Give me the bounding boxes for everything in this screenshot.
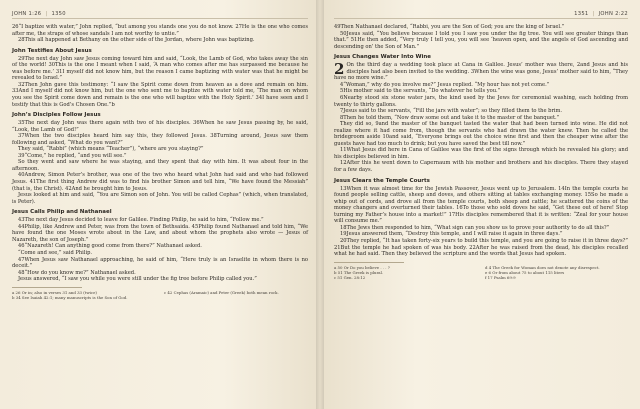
verse-paragraph: 26“I baptize with water,” John replied, “but among you stands one you do not know. 27He is the one who comes after me, the straps of whose sandals I am not worthy to untie.” (12, 24, 308, 37)
footnote: c 42 Cephas (Aramaic) and Peter (Greek) both mean rock. (164, 289, 279, 295)
verse-paragraph: 12After this he went down to Capernaum with his mother and brothers and his disciples. There they stayed for a few days. (334, 160, 628, 173)
right-footnote-rule (334, 262, 404, 263)
footnote: e 6 Or from about 75 to about 115 liters (485, 269, 565, 275)
verse-paragraph: 11What Jesus did here in Cana of Galilee was the first of the signs through which he revealed his glory; and his disciples believed in him. (334, 147, 628, 160)
verse-paragraph: 13When it was almost time for the Jewish Passover, Jesus went up to Jerusalem. 14In the temple courts he found people selling cattle, sheep and doves, and others sitting at tables exchanging money. 15So he made a whip out of cords, and drove all from the temple courts, both sheep and cattle; he scattered the coins of the money changers and overturned their tables. 16To those who sold doves he said, “Get these out of here! Stop turning my Father’s house into a market!” 17His disciples remembered that it is written: “Zeal for your house will consume me.” (334, 185, 628, 225)
verse-paragraph: 32Then John gave this testimony: “I saw the Spirit come down from heaven as a dove and remain on him. 33And I myself did not know him, but the one who sent me to baptize with water told me, ‘The man on whom you see the Spirit come down and remain is the one who will baptize with the Holy Spirit.’ 34I have seen and I testify that this is God’s Chosen One.”b (12, 81, 308, 108)
verse-paragraph: 40Andrew, Simon Peter’s brother, was one of the two who heard what John had said and who had followed Jesus. 41The first thing Andrew did was to find his brother Simon and tell him, “We have found the Messiah” (that is, the Christ). 42And he brought him to Jesus. (12, 172, 308, 192)
verse-paragraph: 18The Jews then responded to him, “What sign can you show us to prove your authority to do all this?” (340, 224, 610, 231)
verse-paragraph: 4“Woman,” why do you involve me?” Jesus replied. “My hour has not yet come.” (340, 81, 550, 88)
verse-paragraph: 19Jesus answered them, “Destroy this temple, and I will raise it again in three days.” (340, 231, 563, 238)
verse-paragraph: 8Then he told them, “Now draw some out and take it to the master of the banquet.” (340, 114, 560, 121)
verse-paragraph: 37When the two disciples heard him say this, they followed Jesus. 38Turning around, Jesus saw them following and asked, “What do you want?” (12, 133, 308, 146)
section-heading: Jesus Changes Water Into Wine (334, 54, 432, 61)
verse-paragraph: 50Jesus said, “You believe because I told you I saw you under the fig tree. You will see greater things than that.” 51He then added, “Very truly I tell you, you will see ‘heaven open, and the angels of God ascending and descending on’ the Son of Man.” (334, 30, 628, 50)
left-header-reference: JOHN 1:26 (12, 10, 42, 17)
footnote: d 4 The Greek for Woman does not denote any disrespect. (485, 264, 600, 270)
footnote: a 50 Or Do you believe . . . ? (334, 264, 390, 270)
verse-paragraph: “Come and see,” said Philip. (18, 250, 93, 256)
verse-paragraph: 5His mother said to the servants, “Do whatever he tells you.” (340, 88, 501, 95)
left-running-header (12, 9, 308, 19)
verse-paragraph: Jesus looked at him and said, “You are Simon son of John. You will be called Cephas” (which, when translated, is Peter). (12, 192, 308, 205)
footnote: c 51 Gen. 28:12 (334, 274, 366, 280)
left-footnote-rule (12, 287, 82, 288)
left-header-divider: | (45, 10, 48, 17)
verse-paragraph: 35The next day John was there again with two of his disciples. 36When he saw Jesus passing by, he said, “Look, the Lamb of God!” (12, 120, 308, 133)
section-heading: Jesus Clears the Temple Courts (334, 177, 430, 184)
section-heading: John’s Disciples Follow Jesus (12, 112, 101, 119)
left-footnotes (12, 290, 308, 300)
paragraph-text: On the third day a wedding took place at Cana in Galilee. Jesus’ mother was there, 2and Jesus and his disciples had also been invited to the wedding. 3When the wine was gone, Jesus’ mother said to him, “They have no more wine.” (334, 62, 628, 82)
book-gutter (316, 0, 324, 409)
verse-paragraph: Jesus answered, “I saw you while you were still under the fig tree before Philip called you.” (18, 276, 257, 283)
right-page-number: 1351 (574, 10, 589, 17)
verse-paragraph: They said, “Rabbi” (which means “Teacher”), “where are you staying?” (18, 146, 204, 153)
verse-paragraph: 43The next day Jesus decided to leave for Galilee. Finding Philip, he said to him, “Follow me.” (18, 217, 264, 224)
right-header-divider: | (592, 10, 595, 17)
left-text-column (12, 24, 308, 283)
footnote: f 17 Psalm 69:9 (485, 274, 516, 280)
verse-paragraph: 46“Nazareth! Can anything good come from there?” Nathanael asked. (18, 243, 202, 250)
footnote: b 34 See Isaiah 42:1; many manuscripts is the Son of God. (12, 294, 128, 300)
verse-paragraph: 28This all happened at Bethany on the other side of the Jordan, where John was baptizing. (18, 37, 255, 44)
chapter-opening-paragraph (334, 62, 628, 82)
footnote: a 26 Or in; also in verses 31 and 33 (twice) (12, 289, 97, 295)
verse-paragraph: 47When Jesus saw Nathanael approaching, he said of him, “Here truly is an Israelite in whom there is no deceit.” (12, 256, 308, 270)
left-page-number: 1350 (51, 10, 66, 17)
right-header-reference: JOHN 2:22 (598, 10, 628, 17)
verse-paragraph: They did so, 9and the master of the banquet tasted the water that had been turned into wine. He did not realize where it had come from, though the servants who had drawn the water knew. Then he called the bridegroom aside 10and said, “Everyone brings out the choice wine first and then the cheaper wine after the guests have had too much to drink; but you have saved the best till now.” (334, 121, 628, 147)
section-heading: John Testifies About Jesus (12, 47, 92, 54)
verse-paragraph: 6Nearby stood six stone water jars, the kind used by the Jews for ceremonial washing, each holding from twenty to thirty gallons. (334, 94, 628, 108)
section-heading: Jesus Calls Philip and Nathanael (12, 209, 112, 216)
footnote: b 51 The Greek is plural. (334, 269, 384, 275)
verse-paragraph: 48“How do you know me?” Nathanael asked. (18, 269, 136, 276)
verse-paragraph: 7Jesus said to the servants, “Fill the jars with water”; so they filled them to the brim. (340, 108, 563, 115)
verse-paragraph: 39“Come,” he replied, “and you will see.” (18, 152, 127, 159)
verse-paragraph: So they went and saw where he was staying, and they spent that day with him. It was about four in the afternoon. (12, 159, 308, 172)
chapter-number-dropcap: 2 (334, 60, 345, 79)
right-page (320, 0, 640, 409)
right-running-header (334, 9, 628, 19)
verse-paragraph: 44Philip, like Andrew and Peter, was from the town of Bethsaida. 45Philip found Nathanael and told him, “We have found the one Moses wrote about in the Law, and about whom the prophets also wrote — Jesus of Nazareth, the son of Joseph.” (12, 223, 308, 243)
right-footnotes (334, 265, 628, 280)
verse-paragraph: 20They replied, “It has taken forty-six years to build this temple, and you are going to raise it in three days?” 21But the temple he had spoken of was his body. 22After he was raised from the dead, his disciples recalled what he had said. Then they believed the scripture and the words that Jesus had spoken. (334, 237, 628, 258)
right-text-column (334, 24, 628, 258)
verse-paragraph: 29The next day John saw Jesus coming toward him and said, “Look, the Lamb of God, who takes away the sin of the world! 30This is the one I meant when I said, ‘A man who comes after me has surpassed me because he was before me.’ 31I myself did not know him, but the reason I came baptizing with water was that he might be revealed to Israel.” (12, 55, 308, 82)
verse-paragraph: 49Then Nathanael declared, “Rabbi, you are the Son of God; you are the king of Israel.” (334, 24, 565, 30)
